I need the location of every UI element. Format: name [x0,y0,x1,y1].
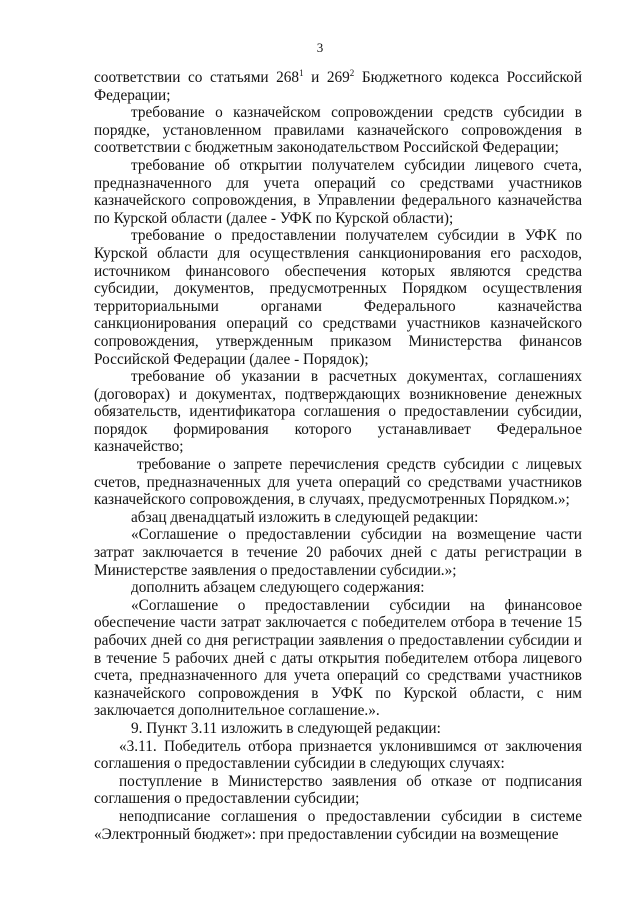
paragraph-document-submission: требование о предоставлении получателем субсидии в УФК по Курской области для осуществления санкционирования его расходов, источником финансового обеспечения которых являются средства субсидии, документов, предусмотренных Порядком осуществления территориальными органами Федерального казначейства санкционирования операций со средствами участников казначейского сопровождения, утвержденным приказом Министерства финансов Российской Федерации (далее - Порядок); [94,227,582,368]
paragraph-treasury-support: требование о казначейском сопровождении средств субсидии в порядке, установленном правилами казначейского сопровождения в соответствии с бюджетным законодательством Российской Федерации; [94,104,582,157]
paragraph-electronic-budget: неподписание соглашения о предоставлении субсидии в системе «Электронный бюджет»: при предоставлении субсидии на возмещение [94,807,582,843]
paragraph-agreement-compensation: «Соглашение о предоставлении субсидии на возмещение части затрат заключается в течение 20 рабочих дней с даты регистрации в Министерстве заявления о предоставлении субсидии.»; [94,526,582,579]
paragraph-amendment-twelfth: абзац двенадцатый изложить в следующей редакции: [131,508,479,526]
paragraph-text: соответствии со статьями 268 [94,69,300,86]
paragraph-add-clause: дополнить абзацем следующего содержания: [131,579,425,597]
page-number: 3 [316,40,324,55]
superscript: 2 [349,67,355,78]
paragraph-budget-code-reference [94,69,582,104]
document-body [94,69,582,843]
paragraph-agreement-identifier: требование об указании в расчетных документах, соглашениях (договорах) и документах, подтверждающих возникновение денежных обязательств, идентификатора соглашения о предоставлении субсидии, порядок формирования которого устанавливает Федеральное казначейство; [94,368,582,456]
superscript: 1 [299,67,304,78]
paragraph-point-9: 9. Пункт 3.11 изложить в следующей редакции: [131,719,441,737]
paragraph-transfer-prohibition: требование о запрете перечисления средств субсидии с лицевых счетов, предназначенных для учета операций со средствами участников казначейского сопровождения, в случаях, предусмотренных Порядком.»; [94,456,582,509]
paragraph-personal-account: требование об открытии получателем субсидии лицевого счета, предназначенного для учета операций со средствами участников казначейского сопровождения, в Управлении федерального казначейства по Курской области (далее - УФК по Курской области); [94,156,582,227]
paragraph-agreement-financing: «Соглашение о предоставлении субсидии на финансовое обеспечение части затрат заключается с победителем отбора в течение 15 рабочих дней со дня регистрации заявления о предоставлении субсидии и в течение 5 рабочих дней с даты открытия победителем отбора лицевого счета, предназначенного для учета операций со средствами участников казначейского сопровождения в УФК по Курской области, с ним заключается дополнительное соглашение.». [94,596,582,720]
paragraph-text: и 269 [303,69,350,86]
paragraph-clause-3-11: «3.11. Победитель отбора признается уклонившимся от заключения соглашения о предоставлении субсидии в следующих случаях: [94,737,582,773]
paragraph-refusal-statement: поступление в Министерство заявления об отказе от подписания соглашения о предоставлении субсидии; [94,772,582,808]
paragraph-text: Бюджетного кодекса Российской Федерации; [94,69,582,104]
